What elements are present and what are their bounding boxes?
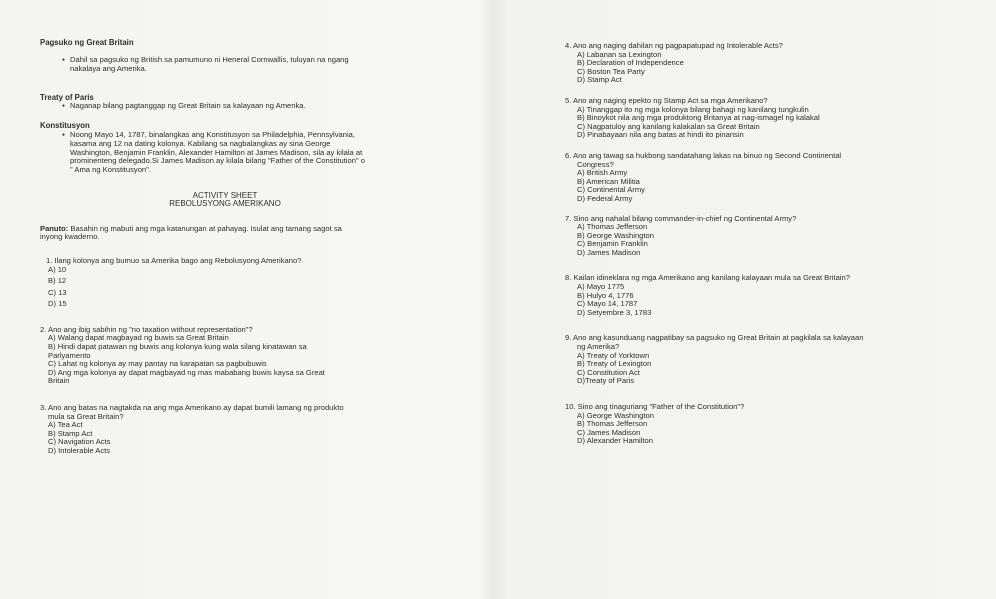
directions-line2: inyong kwaderno.: [40, 232, 100, 242]
constitution-text-line1: ● Noong Mayo 14, 1787, binalangkas ang Konstitusyon sa Philadelphia, Pennsylvania,: [40, 131, 460, 141]
treaty-text: ● Naganap bilang pagtanggap ng Great Britain sa kalayaan ng Amerika.: [40, 102, 460, 112]
q8-option-a: A) Mayo 1775: [577, 282, 625, 292]
constitution-text-line2: kasama ang 12 na dating kolonya. Kabilang sa nagbalangkas ay sina George: [70, 139, 331, 149]
q4-option-d: D) Stamp Act: [577, 75, 622, 85]
activity-sheet-subtitle: REBOLUSYONG AMERIKANO: [169, 199, 281, 209]
right-page: [565, 42, 985, 446]
q8-option-c: C) Mayo 14, 1787: [577, 299, 638, 309]
q9-option-c: C) Constitution Act: [577, 367, 640, 377]
q2-option-d-line2: Britain: [48, 376, 70, 386]
q2-option-a: A) Walang dapat magbayad ng buwis sa Great Britain: [48, 333, 229, 343]
q7-option-a: A) Thomas Jefferson: [577, 222, 648, 232]
q9-option-a: A) Treaty of Yorktown: [577, 350, 650, 360]
constitution-text-line3: Washington, Benjamin Franklin, Alexander Hamilton at James Madison, sila ay kilala at: [70, 147, 363, 157]
question-7: 7. Sino ang nahalal bilang commander-in-chief ng Continental Army?: [565, 213, 797, 223]
question-6-line2: Congress?: [577, 159, 614, 169]
q2-option-b-line1: B) Hindi dapat patawan ng buwis ang kolonya kung wala silang kinatawan sa: [48, 342, 307, 352]
question-1: 1. Ilang kolonya ang bumuo sa Amerika bago ang Rebolusyong Amerikano?: [46, 255, 302, 265]
directions-line1: [40, 225, 460, 234]
q5-option-a: A) Tinanggap ito ng mga kolonya bilang bahagi ng kanilang tungkulin: [577, 104, 809, 114]
section-title-treaty: Treaty of Paris: [40, 92, 94, 102]
q10-option-c: C) James Madison: [577, 427, 641, 437]
section-title-surrender: Pagsuko ng Great Britain: [40, 38, 134, 47]
q10-option-a: A) George Washington: [577, 410, 654, 420]
q1-option-d: D) 15: [48, 299, 67, 309]
q7-option-c: C) Benjamin Franklin: [577, 239, 648, 249]
q2-option-d-line1: D) Ang mga kolonya ay dapat magbayad ng mas mababang buwis kaysa sa Great: [48, 367, 325, 377]
section-title-constitution: Konstitusyon: [40, 120, 90, 130]
q3-option-b: B) Stamp Act: [48, 428, 93, 438]
question-9-line2: ng Amerika?: [577, 342, 620, 352]
q9-option-d: D)Treaty of Paris: [577, 376, 635, 386]
left-page: [40, 39, 460, 456]
directions-text: Basahin ng mabuti ang mga katanungan at pahayag. Isulat ang tamang sagot sa: [68, 223, 342, 233]
q5-option-d: D) Pinabayaan nila ang batas at hindi ito pinansin: [577, 130, 744, 140]
q5-option-c: C) Nagpatuloy ang kanilang kalakalan sa Great Britain: [577, 121, 760, 131]
question-6-line1: 6. Ano ang tawag sa hukbong sandatahang lakas na binuo ng Second Continental: [565, 150, 842, 160]
directions-label: Panuto:: [40, 223, 69, 233]
activity-sheet-title: ACTIVITY SHEET: [192, 190, 258, 200]
question-3-line2: mula sa Great Britain?: [48, 411, 124, 421]
q7-option-b: B) George Washington: [577, 230, 654, 240]
q3-option-c: C) Navigation Acts: [48, 437, 111, 447]
q6-option-a: A) British Army: [577, 168, 628, 178]
q6-option-b: B) American Militia: [577, 176, 640, 186]
constitution-text-line4: prominenteng delegado.Si James Madison ay kilala bilang "Father of the Constitution" o: [70, 156, 365, 166]
q7-option-d: D) James Madison: [577, 247, 641, 257]
question-10: 10. Sino ang tinaguriang "Father of the Constitution"?: [565, 402, 745, 411]
q1-option-a: A) 10: [48, 264, 67, 274]
q8-option-d: D) Setyembre 3, 1783: [577, 307, 652, 317]
question-9-line1: 9. Ano ang kasunduang nagpatibay sa pagsuko ng Great Britain at pagkilala sa kalayaan: [565, 333, 864, 343]
question-2: 2. Ano ang ibig sabihin ng "no taxation without representation"?: [40, 324, 253, 334]
q3-option-d: D) Intolerable Acts: [48, 446, 111, 455]
q10-option-d: D) Alexander Hamilton: [577, 436, 653, 446]
surrender-text-line1: ● Dahil sa pagsuko ng British sa pamumuno ni Heneral Cornwallis, tuluyan na ngang: [40, 56, 460, 66]
q4-option-c: C) Boston Tea Party: [577, 66, 645, 76]
question-4: 4. Ano ang naging dahilan ng pagpapatupad ng Intolerable Acts?: [565, 41, 783, 50]
q8-option-b: B) Hulyo 4, 1776: [577, 290, 634, 300]
q5-option-b: B) Binoykot nila ang mga produktong Britanya at nag-ismagel ng kalakal: [577, 113, 820, 123]
q1-option-c: C) 13: [48, 287, 67, 297]
question-5: 5. Ano ang naging epekto ng Stamp Act sa mga Amerikano?: [565, 95, 768, 105]
q6-option-d: D) Federal Army: [577, 193, 633, 203]
q4-option-b: B) Declaration of Independence: [577, 58, 684, 68]
q1-option-b: B) 12: [48, 276, 67, 286]
q2-option-c: C) Lahat ng kolonya ay may pantay na karapatan sa pagbubuwis: [48, 359, 267, 369]
q4-option-a: A) Labanan sa Lexington: [577, 49, 662, 59]
q10-option-b: B) Thomas Jefferson: [577, 419, 648, 429]
question-8: 8. Kailan idineklara ng mga Amerikano ang kanilang kalayaan mula sa Great Britain?: [565, 273, 850, 283]
q3-option-a: A) Tea Act: [48, 420, 83, 430]
q9-option-b: B) Treaty of Lexington: [577, 359, 652, 369]
q6-option-c: C) Continental Army: [577, 185, 645, 195]
surrender-text-line2: nakalaya ang Amerika.: [70, 64, 147, 74]
question-3-line1: 3. Ano ang batas na nagtakda na ang mga Amerikano ay dapat bumili lamang ng produkto: [40, 403, 344, 413]
q2-option-b-line2: Parlyamento: [48, 350, 91, 360]
constitution-text-line5: " Ama ng Konstitusyon".: [70, 164, 151, 174]
